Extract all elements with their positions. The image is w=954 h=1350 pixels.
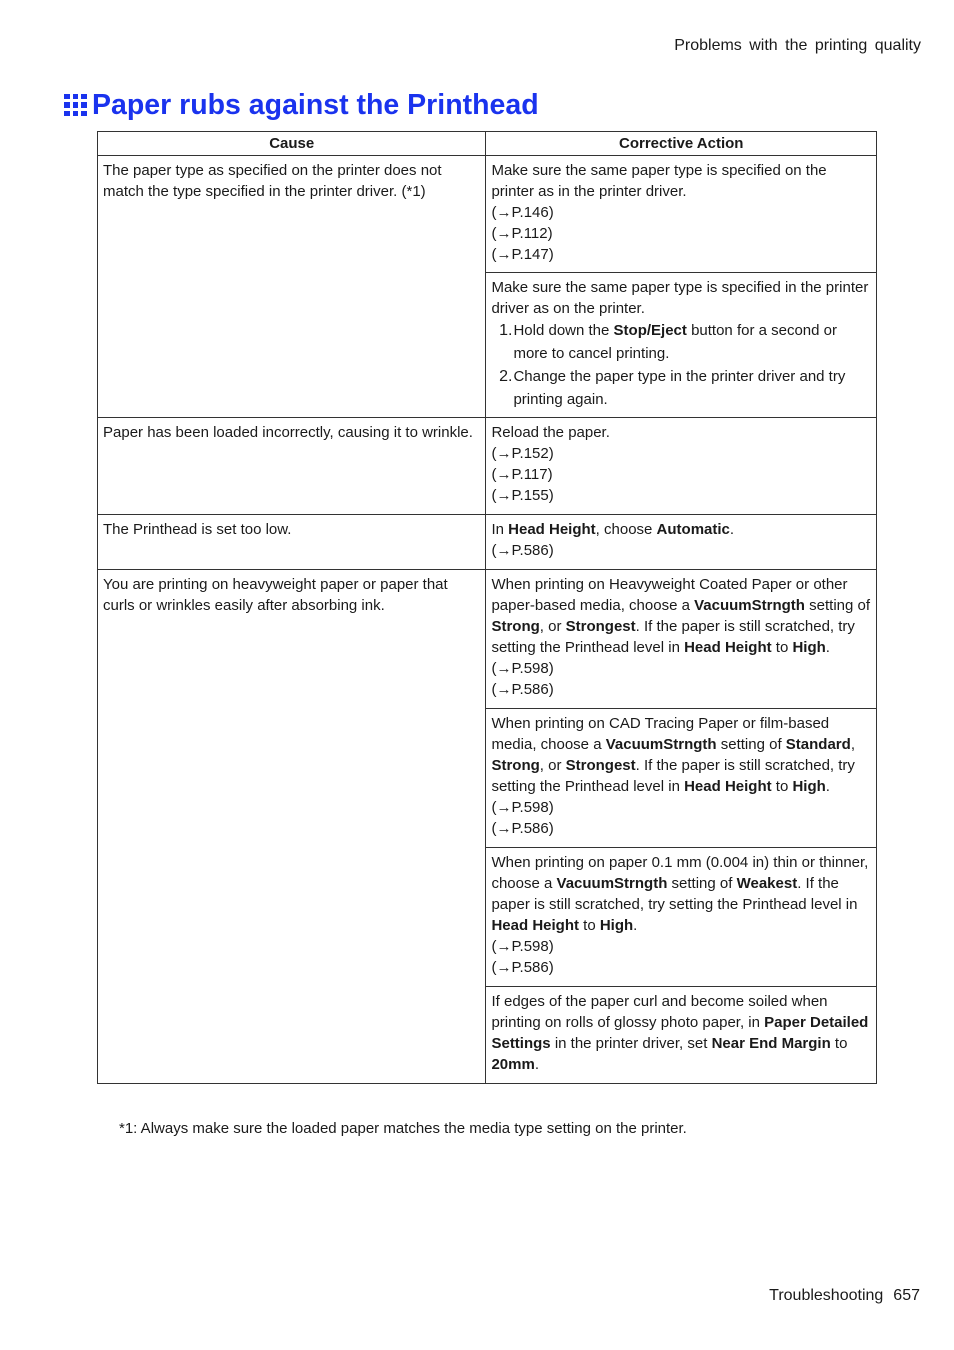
- page-ref[interactable]: (→P.155): [491, 487, 554, 504]
- page-ref[interactable]: (→P.146): [491, 204, 554, 221]
- footer-section: Troubleshooting: [769, 1287, 884, 1304]
- page-ref[interactable]: (→P.147): [491, 246, 554, 263]
- page-ref[interactable]: (→P.586): [491, 959, 554, 976]
- action-cell: If edges of the paper curl and become soiled when printing on rolls of glossy photo paper, in Paper Detailed Settings in the printer driver, set Near End Margin to 20mm.: [486, 987, 877, 1084]
- action-cell: Make sure the same paper type is specified in the printer driver as on the printer. 1. Hold down the Stop/Eject button for a second or more to cancel printing. 2. Change the paper type in the printer driver and try printing again.: [486, 273, 877, 418]
- action-cell: When printing on paper 0.1 mm (0.004 in) thin or thinner, choose a VacuumStrngth setting of Weakest. If the paper is still scratched, try setting the Printhead level in Head Height to High. (→P.598) (→P.586): [486, 848, 877, 987]
- title-row: [64, 88, 539, 122]
- table-header-row: [98, 132, 877, 156]
- action-cell: When printing on Heavyweight Coated Paper or other paper-based media, choose a VacuumStrngth setting of Strong, or Strongest. If the paper is still scratched, try setting the Printhead level in Head Height to High. (→P.598) (→P.586): [486, 570, 877, 709]
- action-cell: When printing on CAD Tracing Paper or film-based media, choose a VacuumStrngth setting of Standard, Strong, or Strongest. If the paper is still scratched, try setting the Printhead level in Head Height to High. (→P.598) (→P.586): [486, 709, 877, 848]
- page-title: Paper rubs against the Printhead: [92, 89, 539, 121]
- page-ref[interactable]: (→P.112): [491, 225, 553, 242]
- troubleshooting-table: [97, 131, 877, 1084]
- list-item: 1. Hold down the Stop/Eject button for a second or more to cancel printing.: [499, 322, 838, 362]
- table-row: [98, 418, 877, 515]
- page-ref[interactable]: (→P.598): [491, 938, 554, 955]
- page-ref[interactable]: (→P.586): [491, 681, 554, 698]
- page-ref[interactable]: (→P.586): [491, 820, 554, 837]
- step-list: [491, 319, 871, 411]
- table-row: [98, 570, 877, 709]
- footnote: *1: Always make sure the loaded paper matches the media type setting on the printer.: [119, 1120, 687, 1137]
- cause-cell: Paper has been loaded incorrectly, causing it to wrinkle.: [98, 418, 486, 515]
- running-header: Problems with the printing quality: [674, 37, 921, 54]
- page-ref[interactable]: (→P.586): [491, 542, 554, 559]
- page-ref[interactable]: (→P.598): [491, 799, 554, 816]
- table-row: [98, 156, 877, 273]
- cause-cell: The paper type as specified on the printer does not match the type specified in the printer driver. (*1): [98, 156, 486, 418]
- cause-cell: You are printing on heavyweight paper or paper that curls or wrinkles easily after absorbing ink.: [98, 570, 486, 1084]
- action-cell: Reload the paper. (→P.152) (→P.117) (→P.155): [486, 418, 877, 515]
- list-item: 2. Change the paper type in the printer driver and try printing again.: [499, 368, 846, 408]
- page-ref[interactable]: (→P.598): [491, 660, 554, 677]
- action-cell: Make sure the same paper type is specified on the printer as in the printer driver. (→P.146) (→P.112) (→P.147): [486, 156, 877, 273]
- page-number: 657: [893, 1287, 920, 1304]
- page-ref[interactable]: (→P.117): [491, 466, 553, 483]
- col-header-cause: Cause: [98, 132, 486, 156]
- col-header-action: Corrective Action: [486, 132, 877, 156]
- action-cell: In Head Height, choose Automatic. (→P.586): [486, 515, 877, 570]
- cause-cell: The Printhead is set too low.: [98, 515, 486, 570]
- page-ref[interactable]: (→P.152): [491, 445, 554, 462]
- page-footer: [769, 1287, 920, 1305]
- table-row: [98, 515, 877, 570]
- grid-icon: [64, 94, 87, 117]
